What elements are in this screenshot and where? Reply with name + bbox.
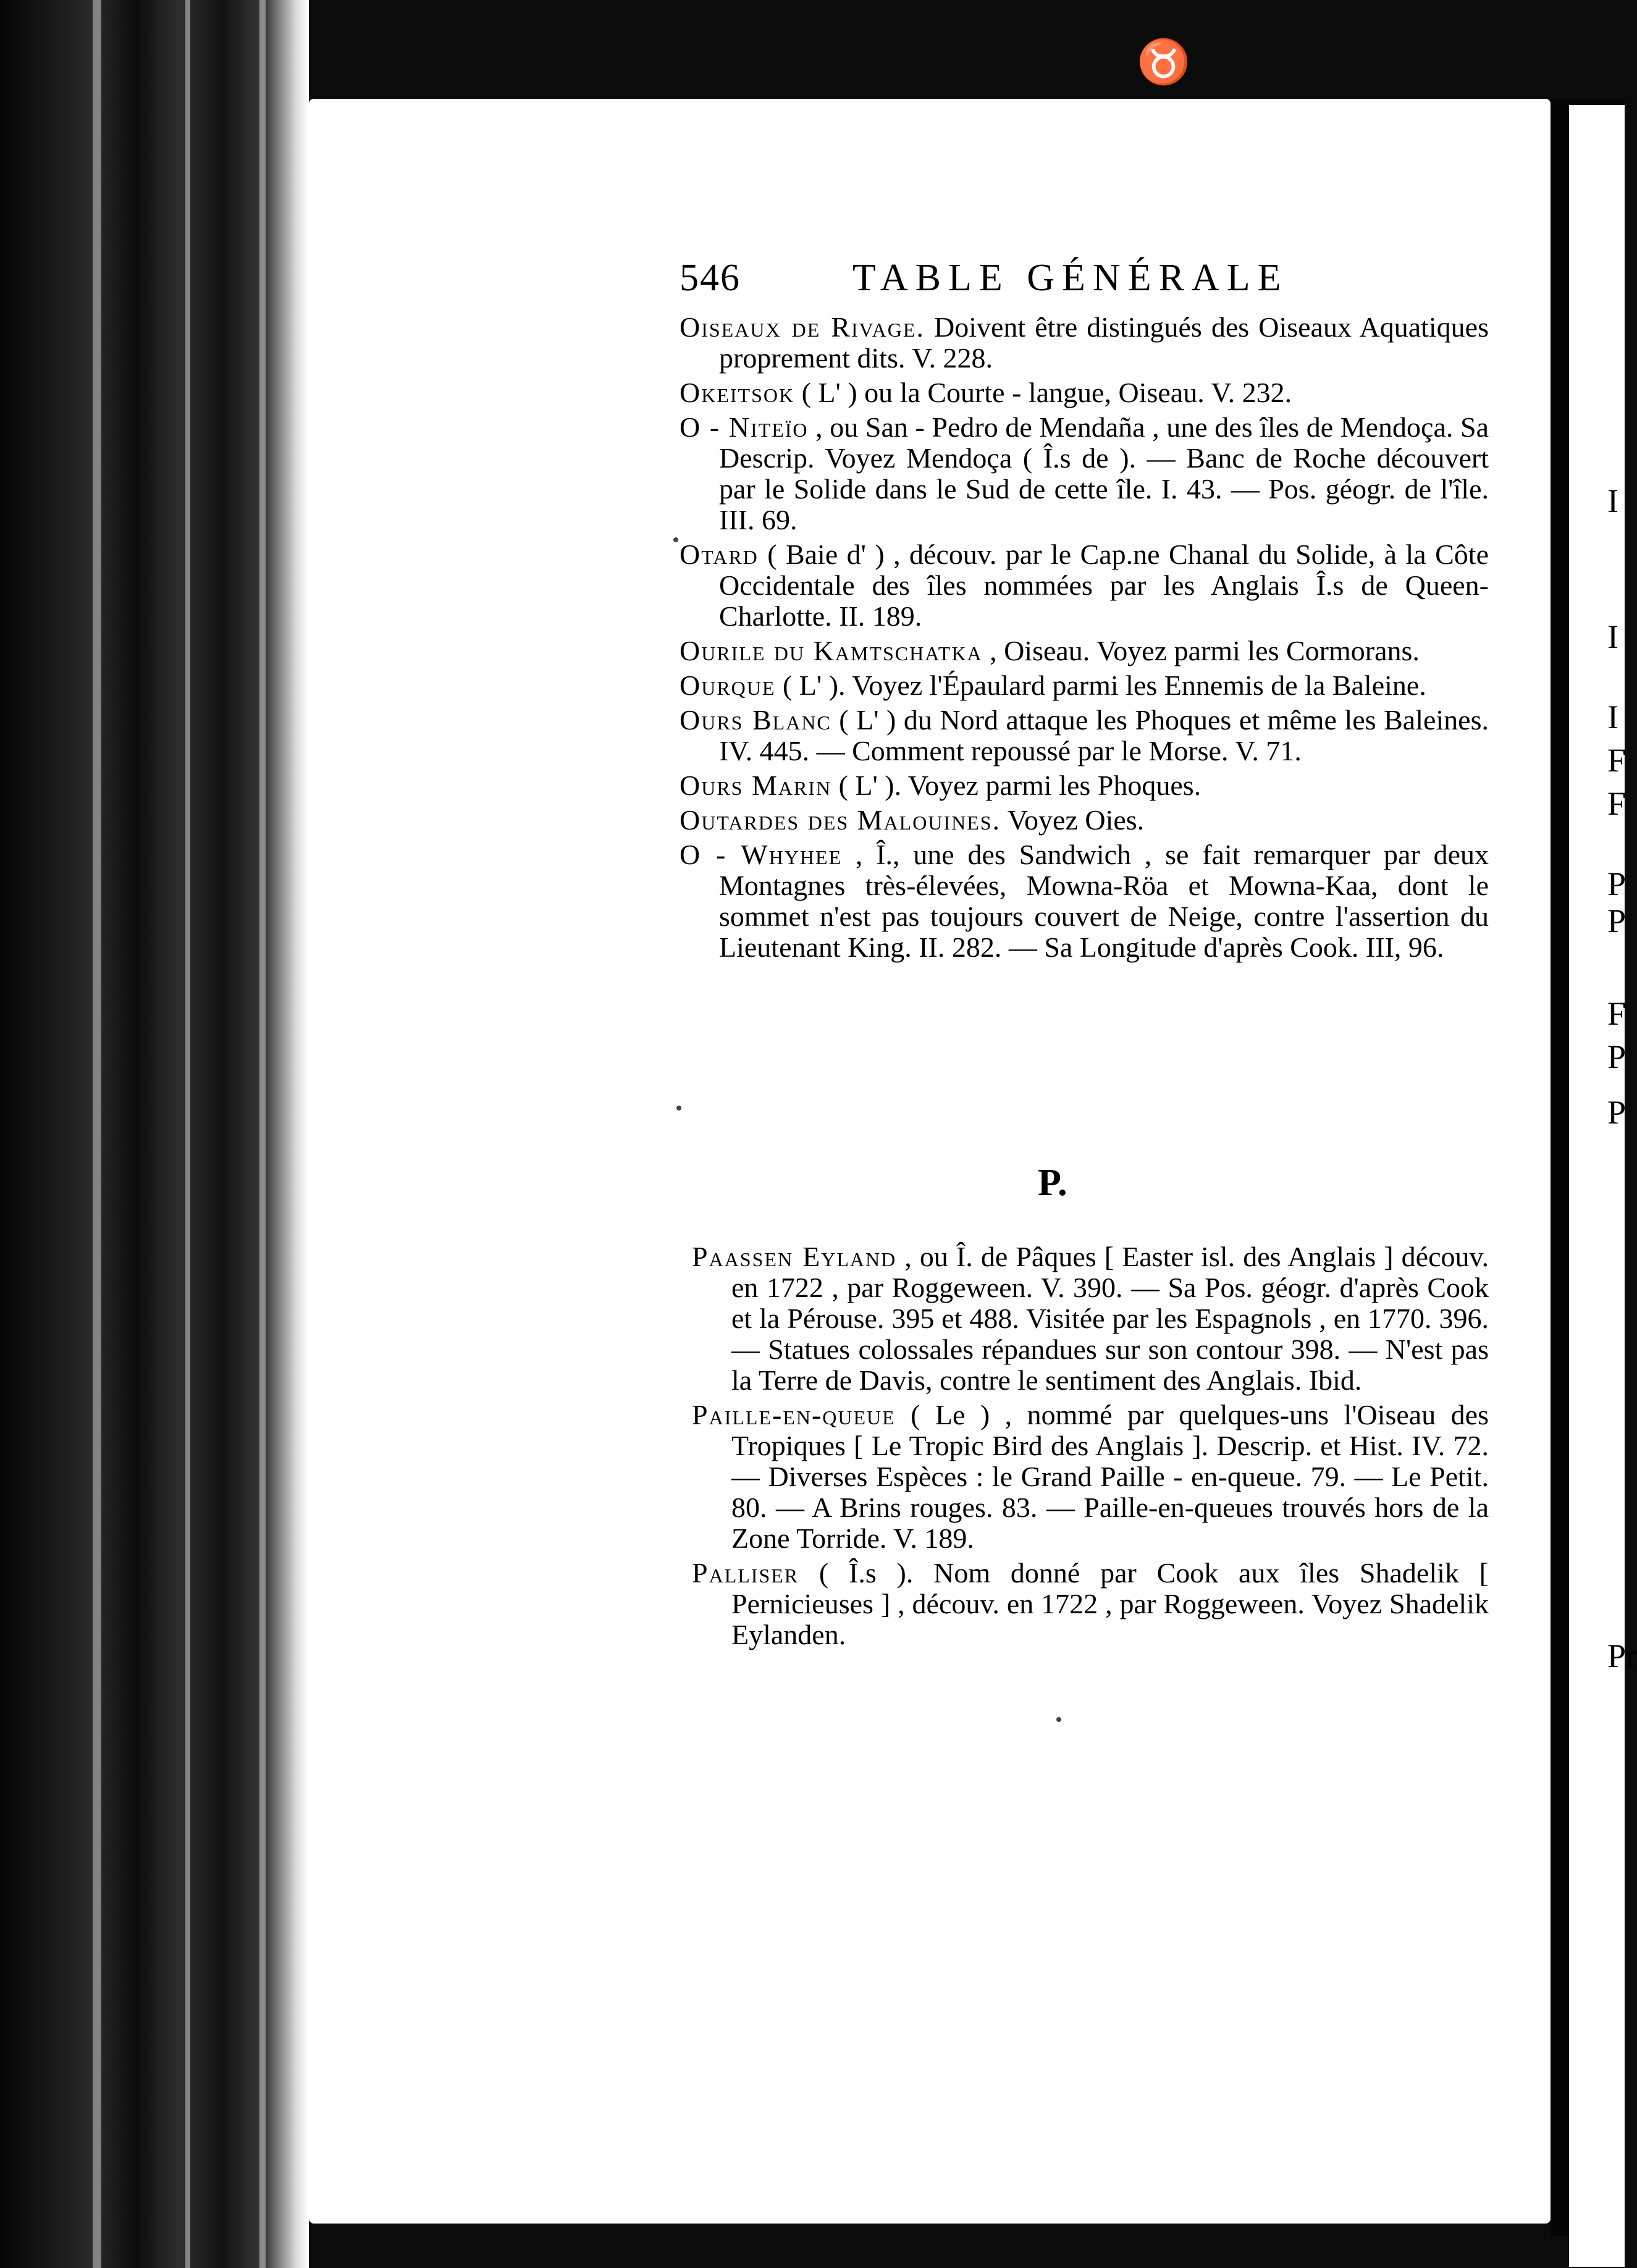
index-entry (680, 412, 1489, 536)
entry-text: ( L' ) du Nord attaque les Phoques et même les Baleines. IV. 445. — Comment repoussé par le Morse. V. 71. (719, 704, 1489, 766)
facing-page-letter: P (1607, 1038, 1626, 1075)
entry-text: Voyez Oies. (1001, 804, 1145, 836)
entry-heading: Paille-en-queue (692, 1399, 896, 1430)
index-entry (680, 705, 1489, 766)
scan-top-mark: ♉ (1137, 39, 1191, 86)
entry-text: ( Î.s ). Nom donné par Cook aux îles Shadelik [ Pernicieuses ] , découv. en 1722 , par Roggeween. Voyez Shadelik Eylanden. (731, 1557, 1489, 1650)
speck (676, 1106, 681, 1111)
facing-page-letter: P (1607, 865, 1626, 902)
entry-heading: Ours Marin (680, 770, 832, 801)
entry-text: , ou Î. de Pâques [ Easter isl. des Anglais ] découv. en 1722 , par Roggeween. V. 390. — Sa Pos. géogr. d'après Cook et la Pérouse. 395 et 488. Visitée par les Espagnols , en 1770. 396. — Statues colossales répandues sur son contour 398. — N'est pas la Terre de Davis, contre le sentiment des Anglais. Ibid. (731, 1241, 1489, 1396)
speck (673, 537, 678, 542)
facing-page-letter: P (1607, 1094, 1626, 1131)
facing-page-edge (1569, 105, 1637, 2267)
page-header (680, 256, 1507, 312)
page-number: 546 (680, 257, 741, 299)
entry-text: ( L' ) ou la Courte - langue, Oiseau. V. 232. (794, 377, 1292, 408)
spine-highlight (259, 0, 266, 2268)
book-spine (0, 0, 309, 2268)
entry-heading: Ourile du Kamtschatka (680, 635, 983, 666)
facing-page-letter: P (1607, 902, 1626, 939)
entry-heading: Outardes des Malouines. (680, 804, 1001, 836)
facing-page-letter: I (1607, 482, 1618, 519)
index-entries-p (692, 1241, 1489, 1654)
entry-text: , Oiseau. Voyez parmi les Cormorans. (982, 635, 1420, 666)
index-entry (680, 312, 1489, 374)
entry-heading: Otard (680, 539, 759, 570)
index-entry (680, 770, 1489, 801)
section-letter: P. (1038, 1162, 1067, 1204)
facing-page-letter: Pr (1607, 1637, 1637, 1674)
index-entry (680, 670, 1489, 701)
index-entries-o (680, 312, 1489, 967)
index-entry (692, 1558, 1489, 1650)
facing-page-letter: I (1607, 618, 1618, 655)
entry-text: , Î., une des Sandwich , se fait remarquer par deux Montagnes très-élevées, Mowna-Röa et Mowna-Kaa, dont le sommet n'est pas toujours couvert de Neige, contre l'assertion du Lieutenant King. II. 282. — Sa Longitude d'après Cook. III, 96. (719, 839, 1489, 963)
entry-heading: O - Whyhee (680, 839, 843, 870)
entry-text: ( Baie d' ) , découv. par le Cap.ne Chanal du Solide, à la Côte Occidentale des îles nommées par les Anglais Î.s de Queen-Charlotte. II. 189. (719, 539, 1489, 632)
index-entry (680, 539, 1489, 632)
spine-highlight (93, 0, 101, 2268)
entry-text: Doivent être distingués des Oiseaux Aquatiques proprement dits. V. 228. (719, 311, 1489, 374)
entry-heading: Okeitsok (680, 377, 795, 408)
page-title: TABLE GÉNÉRALE (852, 257, 1289, 299)
entry-heading: O - Niteïo (680, 411, 809, 443)
entry-text: ( L' ). Voyez l'Épaulard parmi les Ennemis de la Baleine. (775, 670, 1426, 701)
facing-page-letter: I (1607, 699, 1618, 736)
index-entry (692, 1241, 1489, 1396)
index-entry (680, 839, 1489, 963)
index-entry (680, 805, 1489, 836)
facing-page-letter: F (1607, 995, 1626, 1032)
facing-page-letter: F (1607, 742, 1626, 779)
entry-heading: Oiseaux de Rivage. (680, 311, 925, 343)
entry-heading: Ourque (680, 670, 776, 701)
index-entry (692, 1400, 1489, 1554)
entry-heading: Ours Blanc (680, 704, 831, 736)
speck (1056, 1717, 1061, 1722)
entry-text: ( Le ) , nommé par quelques-uns l'Oiseau des Tropiques [ Le Tropic Bird des Anglais ]. Descrip. et Hist. IV. 72. — Diverses Espèces : le Grand Paille - en-queue. 79. — Le Petit. 80. — A Brins rouges. 83. — Paille-en-queues trouvés hors de la Zone Torride. V. 189. (731, 1399, 1489, 1554)
index-entry (680, 377, 1489, 408)
spine-highlight (185, 0, 190, 2268)
entry-text: , ou San - Pedro de Mendaña , une des îles de Mendoça. Sa Descrip. Voyez Mendoça ( Î.s de ). — Banc de Roche découvert par le Solide dans le Sud de cette île. I. 43. — Pos. géogr. de l'île. III. 69. (719, 411, 1489, 536)
entry-text: ( L' ). Voyez parmi les Phoques. (831, 770, 1201, 801)
entry-heading: Palliser (692, 1557, 799, 1589)
facing-page-letter: F (1607, 785, 1626, 822)
index-entry (680, 636, 1489, 666)
entry-heading: Paassen Eyland (692, 1241, 897, 1272)
